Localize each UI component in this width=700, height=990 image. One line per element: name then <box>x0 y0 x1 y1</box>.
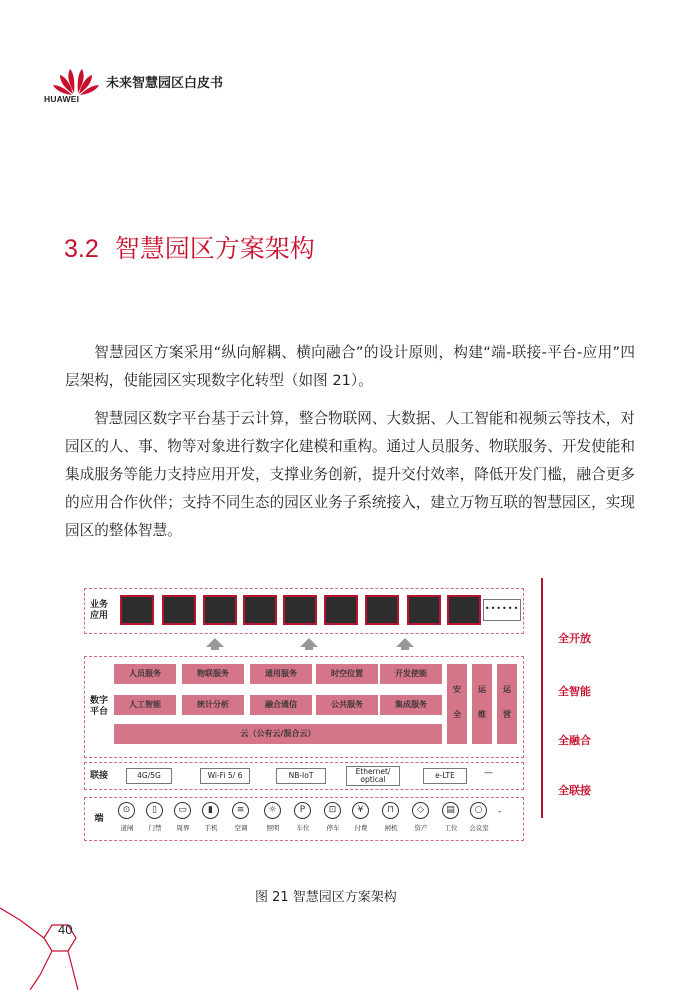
platform-layer-label <box>88 696 110 718</box>
right-label: 全智能 <box>558 685 591 698</box>
app-box <box>243 595 277 625</box>
connect-option: 4G/5G <box>126 768 172 784</box>
perimeter-icon: ▭ <box>174 802 191 819</box>
section-title: 智慧园区方案架构 <box>114 234 315 263</box>
platform-layer-label-text: 数字 平台 <box>89 696 108 717</box>
connect-option: e-LTE <box>423 768 467 784</box>
side-column-char: 营 <box>503 710 511 719</box>
app-box <box>203 595 237 625</box>
up-arrow-icon <box>300 638 318 647</box>
device-label: 资产 <box>414 824 428 832</box>
service-block: 时空位置 <box>316 664 378 684</box>
body-text <box>65 339 635 555</box>
parking-icon: ⊡ <box>324 802 341 819</box>
right-label: 全开放 <box>558 632 591 645</box>
figure-caption: 图 21 智慧园区方案架构 <box>255 890 397 905</box>
right-label: 全联接 <box>558 784 591 797</box>
payment-icon: ¥ <box>352 802 369 819</box>
service-block: 人工智能 <box>114 695 176 715</box>
hexagon-decoration <box>0 880 100 990</box>
side-column-char: 安 <box>453 685 461 694</box>
side-column-security <box>447 664 467 744</box>
service-block: 公共服务 <box>316 695 378 715</box>
meeting-room-icon: ○ <box>470 802 487 819</box>
document-title: 未来智慧园区白皮书 <box>106 76 224 91</box>
up-arrow-icon <box>206 638 224 647</box>
cloud-block: 云（公有云/混合云） <box>114 724 442 744</box>
air-conditioner-icon: ≡ <box>232 802 249 819</box>
up-arrow-icon <box>396 638 414 647</box>
app-more-box: •••••• <box>483 599 521 621</box>
workstation-icon: ▤ <box>442 802 459 819</box>
app-box <box>120 595 154 625</box>
connect-option: Wi-Fi 5/ 6 <box>200 768 250 784</box>
side-column-char: 运 <box>503 685 511 694</box>
side-column-operation <box>497 664 517 744</box>
device-layer-label: 端 <box>94 814 104 824</box>
architecture-diagram <box>78 578 638 846</box>
service-block: 统计分析 <box>182 695 244 715</box>
device-label: 付费 <box>354 824 368 832</box>
page-header <box>44 60 344 110</box>
app-box <box>324 595 358 625</box>
device-label: 手机 <box>204 824 218 832</box>
app-box <box>283 595 317 625</box>
turnstile-icon: ⊓ <box>382 802 399 819</box>
section-number: 3.2 <box>64 235 99 263</box>
service-block: 通用服务 <box>250 664 312 684</box>
device-label: 照明 <box>266 824 280 832</box>
phone-icon: ▮ <box>202 802 219 819</box>
lighting-icon: ☼ <box>264 802 281 819</box>
connect-option: Ethernet/ optical <box>346 766 400 786</box>
service-block: 物联服务 <box>182 664 244 684</box>
barrier-gate-icon: ⊙ <box>118 802 135 819</box>
service-block: 人员服务 <box>114 664 176 684</box>
device-label: 停车 <box>326 824 340 832</box>
door-access-icon: ▯ <box>146 802 163 819</box>
device-label: 闸机 <box>384 824 398 832</box>
connect-option: NB-IoT <box>276 768 326 784</box>
side-column-char: 全 <box>453 710 461 719</box>
device-label: 工位 <box>444 824 458 832</box>
service-block: 融合通信 <box>250 695 312 715</box>
page-number: 40 <box>58 922 73 937</box>
app-box <box>162 595 196 625</box>
device-more: - <box>498 807 502 817</box>
service-block: 集成服务 <box>380 695 442 715</box>
brand-wordmark: HUAWEI <box>44 94 80 104</box>
device-label: 周界 <box>176 824 190 832</box>
app-box <box>407 595 441 625</box>
section-heading <box>64 229 315 265</box>
paragraph: 智慧园区数字平台基于云计算，整合物联网、大数据、人工智能和视频云等技术，对园区的人、事、物等对象进行数字化建模和重构。通过人员服务、物联服务、开发使能和集成服务等能力支持应用开发，支撑业务创新，提升交付效率，降低开发门槛，融合更多的应用合作伙伴；支持不同生态的园区业务子系统接入，建立万物互联的智慧园区，实现园区的整体智慧。 <box>65 410 635 539</box>
connect-layer-label: 联接 <box>89 771 108 781</box>
side-column-char: 运 <box>478 685 486 694</box>
service-block: 开发使能 <box>380 664 442 684</box>
device-label: 门禁 <box>148 824 162 832</box>
asset-icon: ◇ <box>412 802 429 819</box>
app-layer-label-text: 业务 应用 <box>89 600 108 621</box>
app-box <box>447 595 481 625</box>
right-divider <box>541 578 543 818</box>
device-label: 车位 <box>296 824 310 832</box>
connect-more: — <box>484 768 493 778</box>
paragraph: 智慧园区方案采用“纵向解耦、横向融合”的设计原则，构建“端-联接-平台-应用”四层架构，使能园区实现数字化转型（如图 21）。 <box>65 344 635 389</box>
device-label: 空调 <box>234 824 248 832</box>
device-label: 会议室 <box>469 824 489 832</box>
app-layer-label <box>88 600 110 622</box>
app-box <box>365 595 399 625</box>
device-label: 道闸 <box>120 824 134 832</box>
side-column-ops <box>472 664 492 744</box>
right-label: 全融合 <box>558 734 591 747</box>
parking-space-icon: P <box>294 802 311 819</box>
side-column-char: 维 <box>478 710 486 719</box>
